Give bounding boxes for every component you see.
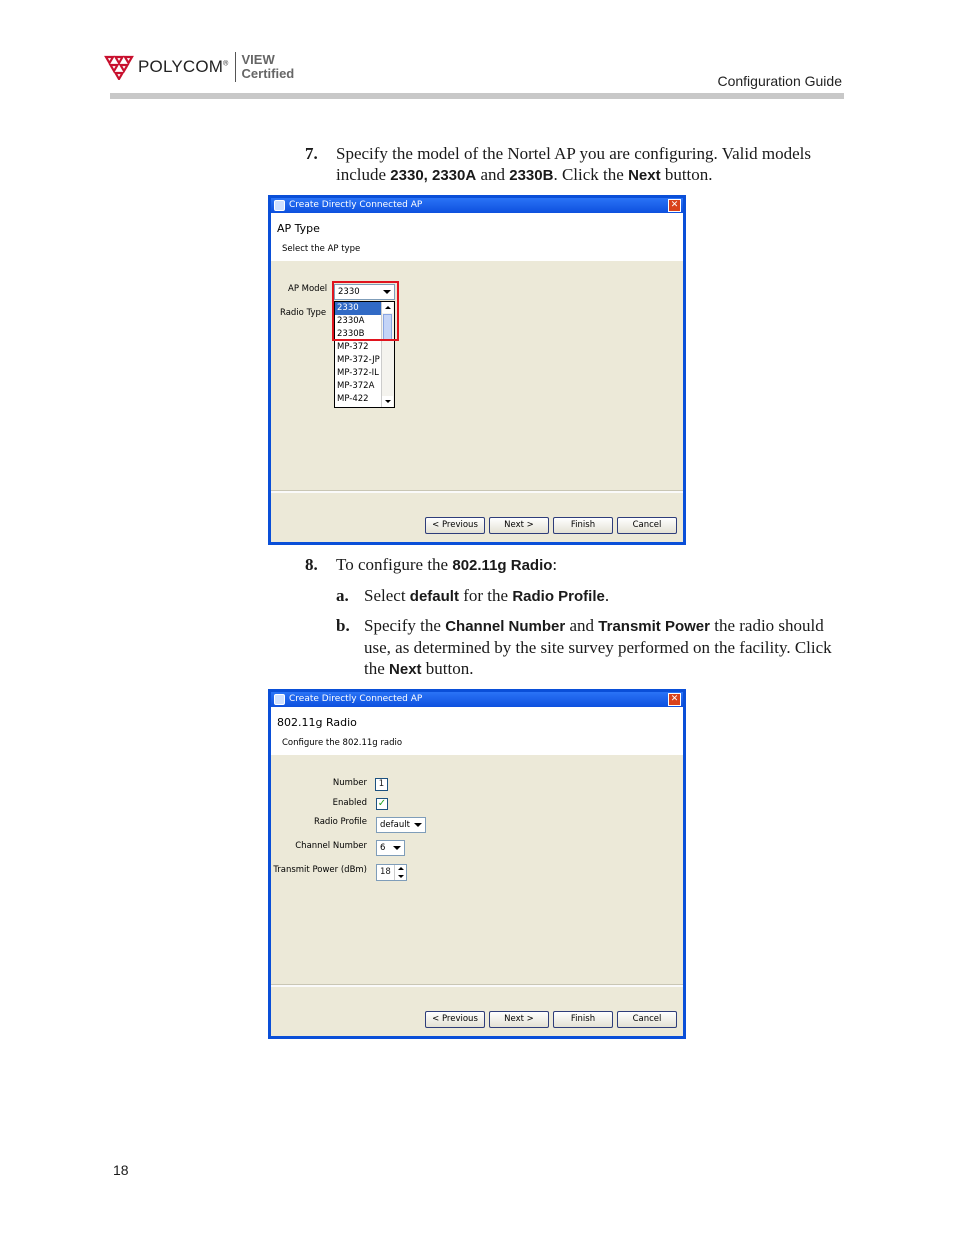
radio-profile-label: Radio Profile (313, 817, 367, 827)
button-separator (271, 984, 683, 987)
app-icon (274, 694, 285, 705)
dropdown-option[interactable]: MP-372 (337, 342, 369, 352)
next-button[interactable]: Next > (489, 1011, 549, 1028)
spin-up-icon[interactable] (398, 867, 404, 870)
polycom-triangles-icon (104, 54, 134, 80)
chevron-down-icon[interactable] (390, 841, 404, 855)
dialog-ap-type (268, 195, 686, 545)
logo-certification (242, 53, 295, 81)
finish-button[interactable]: Finish (553, 1011, 613, 1028)
logo-view: VIEW (241, 52, 275, 67)
number-label: Number (332, 778, 367, 788)
dialog-heading: 802.11g Radio (277, 716, 357, 729)
step-8: 8. To configure the 802.11g Radio: (305, 555, 558, 574)
ap-model-label: AP Model (288, 284, 328, 294)
step-7-number: 7. (305, 144, 318, 163)
dialog-title: Create Directly Connected AP (289, 200, 423, 210)
dropdown-option[interactable]: MP-422 (337, 394, 369, 404)
transmit-power-label: Transmit Power (dBm) (273, 865, 367, 875)
previous-button[interactable]: < Previous (425, 517, 485, 534)
dropdown-option[interactable]: 2330A (337, 316, 365, 326)
dialog-subheading: Select the AP type (282, 244, 361, 254)
dialog-client (271, 707, 683, 1036)
dropdown-option[interactable]: 2330 (335, 302, 382, 315)
close-icon[interactable]: ✕ (668, 693, 681, 706)
spinner-buttons[interactable] (394, 865, 406, 880)
dialog-titlebar (271, 198, 683, 213)
dropdown-option[interactable]: 2330B (337, 329, 365, 339)
dropdown-option[interactable]: MP-372-JP (337, 355, 380, 365)
channel-number-select[interactable]: 6 (376, 840, 405, 856)
finish-button[interactable]: Finish (553, 517, 613, 534)
dialog-client (271, 213, 683, 542)
radio-type-label: Radio Type (280, 308, 327, 318)
app-icon (274, 200, 285, 211)
enabled-label: Enabled (332, 798, 367, 808)
step-8b-label: b. (336, 616, 350, 635)
dialog-title: Create Directly Connected AP (289, 694, 423, 704)
close-icon[interactable]: ✕ (668, 199, 681, 212)
dialog-header (271, 707, 683, 755)
logo-brand: POLYCOM® (138, 57, 229, 76)
dialog-titlebar (271, 692, 683, 707)
cancel-button[interactable]: Cancel (617, 1011, 677, 1028)
logo-divider (235, 52, 236, 82)
spin-down-icon[interactable] (398, 875, 404, 878)
cancel-button[interactable]: Cancel (617, 517, 677, 534)
next-button[interactable]: Next > (489, 517, 549, 534)
step-8a: a. Select default for the Radio Profile. (336, 586, 610, 605)
guide-title: Configuration Guide (717, 73, 842, 89)
previous-button[interactable]: < Previous (425, 1011, 485, 1028)
step-8a-label: a. (336, 586, 349, 605)
scroll-down-icon[interactable] (382, 396, 393, 407)
logo-certified: Certified (241, 66, 295, 81)
button-separator (271, 490, 683, 493)
chevron-down-icon[interactable] (411, 818, 425, 832)
radio-profile-select[interactable]: default (376, 817, 426, 833)
dropdown-option[interactable]: MP-372A (337, 381, 375, 391)
polycom-logo (104, 52, 294, 82)
dialog-header (271, 213, 683, 261)
step-8b: b. Specify the Channel Number and Transmit Power the radio should use, as determined by the site survey performed on the facility. Click the Next button. (336, 616, 832, 678)
step-8-number: 8. (305, 555, 318, 574)
enabled-checkbox[interactable]: ✓ (377, 798, 387, 809)
transmit-power-spinner[interactable]: 18 (376, 864, 407, 881)
ap-model-select[interactable]: 2330 (334, 284, 395, 300)
channel-number-label: Channel Number (295, 841, 367, 851)
header-rule (110, 93, 844, 99)
page-number: 18 (113, 1162, 129, 1178)
callout-highlight-box (332, 281, 399, 341)
number-field: 1 (375, 778, 388, 791)
dialog-802-11g-radio (268, 689, 686, 1039)
dialog-subheading: Configure the 802.11g radio (282, 738, 403, 748)
dropdown-option[interactable]: MP-372-IL (337, 368, 379, 378)
dialog-heading: AP Type (277, 222, 320, 235)
step-7: 7. Specify the model of the Nortel AP you are configuring. Valid models include 2330, 2330A and 2330B. Click the Next button. (305, 144, 811, 184)
